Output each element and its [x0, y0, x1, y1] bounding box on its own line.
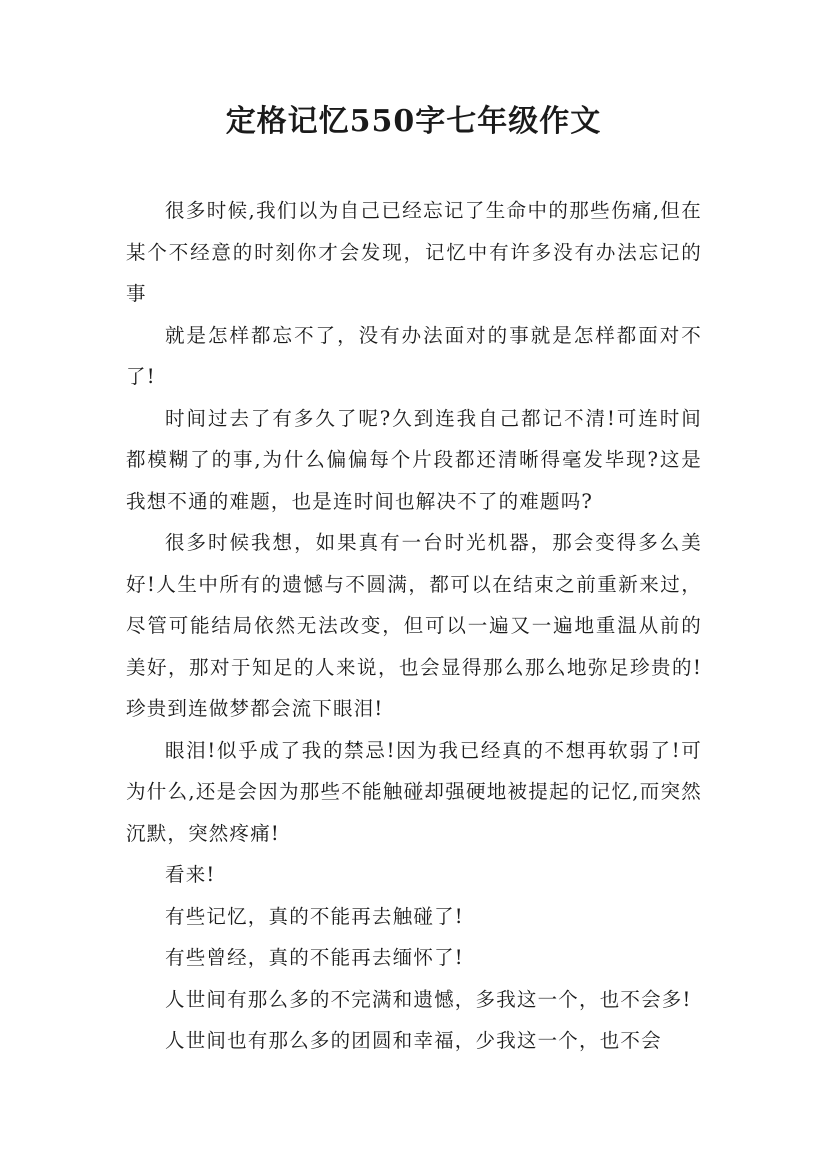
paragraph: 很多时候我想，如果真有一台时光机器，那会变得多么美好!人生中所有的遗憾与不圆满，都可以在结束之前重新来过，尽管可能结局依然无法改变，但可以一遍又一遍地重温从前的美好，那对于知足的人来说，也会显得那么那么地弥足珍贵的!珍贵到连做梦都会流下眼泪! [126, 531, 702, 720]
paragraph: 有些记忆，真的不能再去触碰了! [165, 904, 464, 928]
document-title: 定格记忆550字七年级作文 [225, 104, 602, 139]
paragraph: 有些曾经，真的不能再去缅怀了! [165, 946, 464, 969]
paragraph: 人世间也有那么多的团圆和幸福，少我这一个，也不会 [165, 1029, 662, 1052]
paragraph: 就是怎样都忘不了，没有办法面对的事就是怎样都面对不了! [126, 323, 702, 388]
paragraph: 看来! [165, 863, 216, 886]
paragraph: 很多时候,我们以为自己已经忘记了生命中的那些伤痛,但在某个不经意的时刻你才会发现，记忆中有许多没有办法忘记的事 [126, 199, 702, 305]
paragraph: 眼泪!似乎成了我的禁忌!因为我已经真的不想再软弱了!可为什么,还是会因为那些不能触碰却强硬地被提起的记忆,而突然沉默，突然疼痛! [126, 738, 702, 845]
paragraph: 时间过去了有多久了呢?久到连我自己都记不清!可连时间都模糊了的事,为什么偏偏每个片段都还清晰得毫发毕现?这是我想不通的难题，也是连时间也解决不了的难题吗? [126, 406, 702, 513]
paragraph: 人世间有那么多的不完满和遗憾，多我这一个，也不会多! [165, 987, 692, 1011]
document-body [126, 190, 702, 1062]
